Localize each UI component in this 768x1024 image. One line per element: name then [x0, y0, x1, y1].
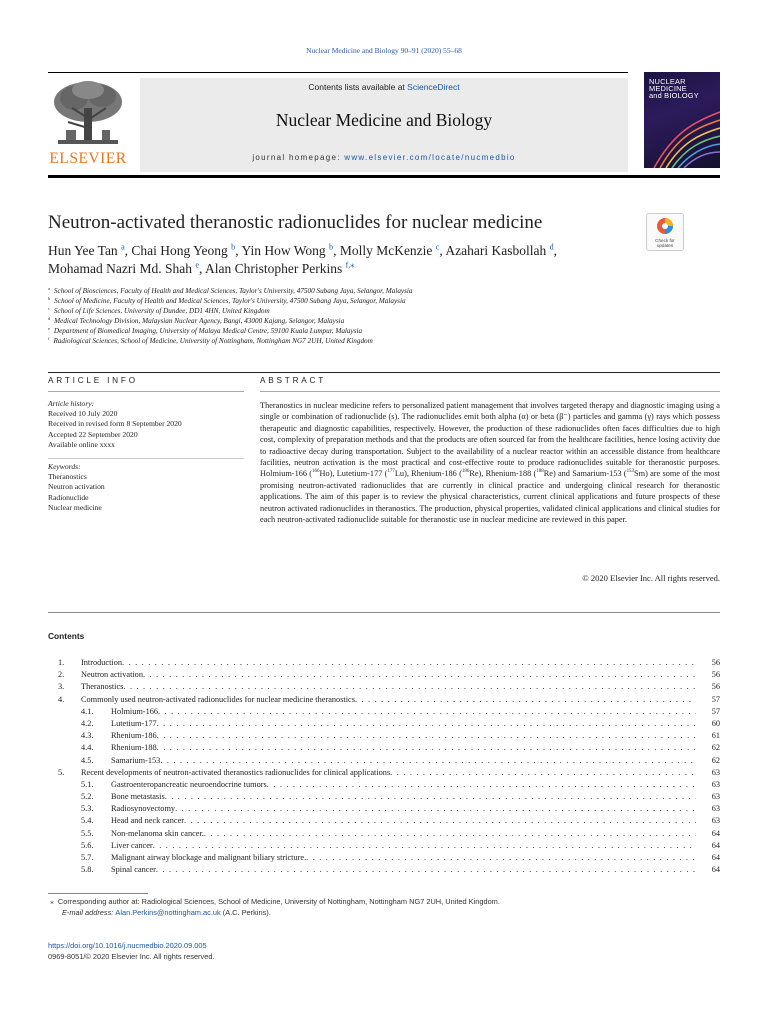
- footnote-rule: [48, 893, 148, 894]
- footnote-marker: ⁎: [50, 897, 54, 906]
- contents-page-number[interactable]: 64: [711, 853, 720, 862]
- elsevier-wordmark: ELSEVIER: [49, 150, 127, 167]
- author-name: Yin How Wong: [241, 243, 326, 258]
- contents-heading: Contents: [48, 631, 85, 641]
- affiliation-item: [48, 306, 688, 316]
- contents-page-number[interactable]: 57: [711, 694, 720, 704]
- abstract-text-part: Ho), Lutetium-177 (: [319, 469, 388, 479]
- affiliation-key: f: [48, 335, 50, 341]
- author-affiliation-marker[interactable]: f,⁎: [345, 260, 355, 270]
- abstract-copyright: © 2020 Elsevier Inc. All rights reserved.: [582, 573, 720, 583]
- contents-title[interactable]: Liver cancer . . .: [111, 840, 696, 852]
- contents-row[interactable]: [48, 730, 720, 742]
- isotope-mass: 153: [626, 469, 635, 475]
- contents-row[interactable]: [48, 694, 720, 706]
- contents-page-number[interactable]: 64: [711, 828, 720, 838]
- contents-number: 5.: [58, 767, 65, 777]
- contents-number: 5.3.: [81, 804, 94, 814]
- cover-title-line: and BIOLOGY: [649, 91, 699, 101]
- doi-block: [48, 940, 215, 962]
- author-affiliation-marker[interactable]: e: [195, 260, 199, 270]
- abstract-text-part: Theranostics in nuclear medicine refers to personalized patient management that involves targeted therapy and diagnostic imaging using a single or combination of radionuclide (s). The radionuclides emit both alpha (α) or beta (β⁻) particles and gamma (γ) rays which possess therapeutic and diagnostic capabilities, respectively. However, the production of these radionuclides often faces difficulties due to high cost, complexity of preparation methods and that the products are often sourced far from the healthcare facilities, hence losing activity due to radioactive decay during transportation. Subject to the availability of a nuclear reactor within an accessible distance from healthcare facilities, neutron activation is the most practical and cost-effective route to produce radionuclides suitable for theranostic purposes. Holmium-166 (: [260, 401, 720, 479]
- isotope-mass: 188: [536, 469, 544, 475]
- journal-banner: [140, 78, 628, 172]
- contents-list: [48, 657, 720, 876]
- article-history-label: Article history:: [48, 399, 95, 408]
- author-affiliation-marker[interactable]: b: [231, 242, 236, 252]
- contents-number: 5.8.: [81, 865, 94, 875]
- abstract-heading: ABSTRACT: [260, 376, 327, 385]
- contents-row[interactable]: [48, 706, 720, 718]
- contents-number: 5.1.: [81, 779, 94, 789]
- keywords-label: Keywords:: [48, 462, 81, 472]
- author-affiliation-marker[interactable]: a: [121, 242, 125, 252]
- contents-title[interactable]: Recent developments of neutron-activated theranostics radionuclides for clinical applications . . .: [81, 767, 696, 779]
- contents-number: 4.5.: [81, 755, 94, 765]
- affiliation-text: School of Life Sciences, University of Dundee, DD1 4HN, United Kingdom: [53, 307, 270, 315]
- abstract-text-part: Sm) are some of the most promising neutron-activated radionuclides that are currently in clinical practice and undergoing clinical research for theranostic applications. The aim of this paper is to review the physical characteristics, current clinical applications and future prospects of these neutron activated radionuclides in theranostics. The production, physical properties, validated clinical applications and clinical studies for each neutron-activated radionuclide suitable for theranostic use in nuclear medicine are reviewed in this paper.: [260, 469, 720, 525]
- abstract-text-part: Re) and Samarium-153 (: [543, 469, 627, 479]
- author-name: Mohamad Nazri Md. Shah: [48, 261, 192, 276]
- contents-title[interactable]: Rhenium-188 . . .: [111, 742, 696, 754]
- contents-page-number[interactable]: 63: [711, 792, 720, 802]
- affiliation-key: a: [48, 285, 50, 291]
- contents-number: 5.2.: [81, 792, 94, 802]
- elsevier-logo[interactable]: [48, 78, 128, 168]
- issn-line: 0969-8051/© 2020 Elsevier Inc. All rights reserved.: [48, 952, 215, 961]
- affiliation-item: [48, 296, 688, 306]
- contents-title[interactable]: Bone metastasis . . .: [111, 791, 696, 803]
- article-info-divider: [48, 391, 244, 392]
- contents-row[interactable]: [48, 755, 720, 767]
- contents-row[interactable]: [48, 742, 720, 754]
- contents-row[interactable]: [48, 852, 720, 864]
- contents-title[interactable]: Introduction . . .: [81, 657, 696, 669]
- contents-row[interactable]: [48, 828, 720, 840]
- contents-title[interactable]: Lutetium-177 . . .: [111, 718, 696, 730]
- affiliation-text: Medical Technology Division, Malaysian Nuclear Agency, Bangi, 43000 Kajang, Selangor, Malaysia: [54, 317, 345, 325]
- contents-page-number[interactable]: 61: [711, 731, 720, 741]
- author-name: Alan Christopher Perkins: [204, 261, 343, 276]
- header-top-rule: [48, 72, 628, 73]
- history-item: Received 10 July 2020: [48, 409, 118, 419]
- article-info-panel: [48, 399, 248, 513]
- keywords-divider: [48, 450, 244, 459]
- keyword-item: Theranostics: [48, 472, 87, 482]
- contents-title[interactable]: Radiosynovectomy . . .: [111, 803, 696, 815]
- history-item: Accepted 22 September 2020: [48, 429, 138, 439]
- journal-reference[interactable]: Nuclear Medicine and Biology 90–91 (2020) 55–68: [306, 46, 462, 55]
- affiliation-item: [48, 316, 688, 326]
- author-name: Chai Hong Yeong: [131, 243, 228, 258]
- journal-homepage-line: [140, 153, 628, 162]
- contents-page-number[interactable]: 64: [711, 865, 720, 875]
- author-name: Molly McKenzie: [339, 243, 433, 258]
- contents-number: 5.5.: [81, 828, 94, 838]
- author-affiliation-marker[interactable]: b: [329, 242, 334, 252]
- cover-artwork-icon: [644, 72, 720, 168]
- contents-title[interactable]: Samarium-153 . . .: [111, 755, 696, 767]
- cover-title-line: MEDICINE: [649, 84, 687, 94]
- author-affiliation-marker[interactable]: c: [435, 242, 440, 252]
- contents-row[interactable]: [48, 669, 720, 681]
- affiliation-item: [48, 326, 688, 336]
- contents-row[interactable]: [48, 815, 720, 827]
- contents-row[interactable]: [48, 767, 720, 779]
- contents-number: 5.4.: [81, 816, 94, 826]
- contents-lists-line: [140, 82, 628, 92]
- contents-row[interactable]: [48, 840, 720, 852]
- affiliation-key: d: [48, 315, 51, 321]
- abstract-divider: [260, 391, 720, 392]
- homepage-prefix: journal homepage:: [252, 153, 345, 162]
- affiliation-text: School of Medicine, Faculty of Health and Medical Sciences, Taylor's University, 47500 Subang Jaya, Selangor, Malaysia: [54, 297, 406, 305]
- contents-title[interactable]: Neutron activation . . .: [81, 669, 696, 681]
- history-item: Received in revised form 8 September 2020: [48, 419, 182, 429]
- contents-number: 5.7.: [81, 853, 94, 862]
- check-for-updates-label: Check for updates: [655, 238, 675, 248]
- affiliation-key: b: [48, 295, 51, 301]
- contents-row[interactable]: [48, 718, 720, 730]
- contents-page-number[interactable]: 62: [711, 743, 720, 753]
- contents-title[interactable]: Head and neck cancer . . .: [111, 815, 696, 827]
- author-name: Hun Yee Tan: [48, 243, 118, 258]
- contents-row[interactable]: [48, 791, 720, 803]
- contents-title[interactable]: Commonly used neutron-activated radionuclides for nuclear medicine theranostics . . .: [81, 694, 696, 706]
- cover-title-line: NUCLEAR: [649, 77, 686, 86]
- contents-number: 1.: [58, 658, 65, 667]
- author-affiliation-marker[interactable]: d: [549, 242, 554, 252]
- contents-page-number[interactable]: 63: [711, 779, 720, 789]
- author-name: Azahari Kasbollah: [445, 243, 547, 258]
- contents-page-number[interactable]: 56: [711, 658, 720, 667]
- abstract-text-part: Re), Rhenium-188 (: [469, 469, 537, 479]
- contents-page-number[interactable]: 63: [711, 767, 720, 777]
- email-link[interactable]: Alan.Perkins@nottingham.ac.uk: [115, 908, 221, 917]
- contents-number: 2.: [58, 670, 65, 680]
- article-info-heading: ARTICLE INFO: [48, 376, 138, 385]
- corresponding-author-note: [48, 896, 720, 907]
- homepage-link[interactable]: www.elsevier.com/locate/nucmedbio: [344, 153, 516, 162]
- abstract-rule: [260, 372, 720, 373]
- isotope-mass: 186: [461, 469, 470, 475]
- header-bottom-rule: [48, 175, 720, 178]
- contents-page-number[interactable]: 63: [711, 816, 720, 826]
- footnote: [48, 896, 720, 918]
- contents-title[interactable]: Malignant airway blockage and malignant biliary stricture. . . .: [111, 852, 696, 864]
- contents-number: 4.2.: [81, 718, 94, 728]
- contents-page-number[interactable]: 63: [711, 804, 720, 814]
- affiliation-text: Radiological Sciences, School of Medicine, University of Nottingham, Nottingham NG7 2UH, United Kingdom: [53, 337, 373, 345]
- isotope-mass: 166: [312, 469, 320, 475]
- contents-title[interactable]: Spinal cancer . . .: [111, 864, 696, 876]
- keyword-item: Nuclear medicine: [48, 502, 102, 512]
- contents-rule: [48, 612, 720, 613]
- contents-row[interactable]: [48, 657, 720, 669]
- abstract-text: [260, 400, 720, 525]
- contents-title[interactable]: Gastroenteropancreatic neuroendocrine tumors . . .: [111, 779, 696, 791]
- affiliation-key: c: [48, 305, 50, 311]
- affiliation-text: Department of Biomedical Imaging, University of Malaya Medical Centre, 59100 Kuala Lumpur, Malaysia: [53, 327, 363, 335]
- doi-link[interactable]: https://doi.org/10.1016/j.nucmedbio.2020.09.005: [48, 941, 207, 950]
- contents-row[interactable]: [48, 803, 720, 815]
- contents-row[interactable]: [48, 864, 720, 876]
- abstract-text-part: Lu), Rhenium-186 (: [394, 469, 462, 479]
- email-label: E-mail address:: [62, 908, 116, 917]
- contents-page-number[interactable]: 64: [711, 840, 720, 850]
- contents-number: 5.6.: [81, 840, 94, 850]
- affiliation-text: School of Biosciences, Faculty of Health and Medical Sciences, Taylor's University, 47500 Subang Jaya, Selangor, Malaysia: [53, 287, 413, 295]
- email-suffix: (A.C. Perkins).: [220, 908, 271, 917]
- contents-number: 3.: [58, 682, 65, 692]
- journal-cover-thumbnail[interactable]: [644, 72, 720, 168]
- contents-page-number[interactable]: 56: [711, 670, 720, 680]
- contents-title[interactable]: Theranostics . . .: [81, 681, 696, 693]
- check-for-updates-badge[interactable]: [646, 213, 684, 251]
- contents-page-number[interactable]: 56: [711, 682, 720, 692]
- paper-title: Neutron-activated theranostic radionuclides for nuclear medicine: [48, 212, 543, 233]
- corresponding-author-text: Corresponding author at: Radiological Sciences, School of Medicine, University of Nottingham, Nottingham NG7 2UH, United Kingdom.: [57, 897, 500, 906]
- contents-number: 4.3.: [81, 731, 94, 741]
- contents-title[interactable]: Non-melanoma skin cancer. . . .: [111, 828, 696, 840]
- affiliations-list: [48, 286, 688, 346]
- contents-lists-prefix: Contents lists available at: [308, 82, 408, 92]
- contents-page-number[interactable]: 62: [711, 755, 720, 765]
- journal-name: Nuclear Medicine and Biology: [275, 110, 493, 130]
- keyword-item: Radionuclide: [48, 492, 89, 502]
- history-item: Available online xxxx: [48, 439, 115, 449]
- contents-number: 4.4.: [81, 743, 94, 753]
- keyword-item: Neutron activation: [48, 482, 105, 492]
- contents-number: 4.1.: [81, 706, 94, 716]
- sciencedirect-link[interactable]: ScienceDirect: [407, 82, 460, 92]
- affiliation-key: e: [48, 325, 50, 331]
- author-list: Hun Yee Tan $^a$, Chai Hong Yeong $^b$, Yin How Wong $^b$, Molly McKenzie $^c$, Azahari Kasbollah $^d$, Mohamad Nazri Md. Shah $^e$, Alan Christopher Perkins $^{f,⁎}$: [48, 242, 558, 276]
- contents-row[interactable]: [48, 681, 720, 693]
- contents-number: 4.: [58, 694, 65, 704]
- contents-page-number[interactable]: 60: [711, 718, 720, 728]
- isotope-mass: 177: [387, 469, 395, 475]
- email-line: [48, 907, 720, 918]
- contents-title[interactable]: Holmium-166 . . .: [111, 706, 696, 718]
- contents-row[interactable]: [48, 779, 720, 791]
- contents-title[interactable]: Rhenium-186 . . .: [111, 730, 696, 742]
- elsevier-tree-icon: [48, 78, 128, 150]
- affiliation-item: [48, 286, 688, 296]
- contents-page-number[interactable]: 57: [711, 706, 720, 716]
- affiliation-item: [48, 336, 688, 346]
